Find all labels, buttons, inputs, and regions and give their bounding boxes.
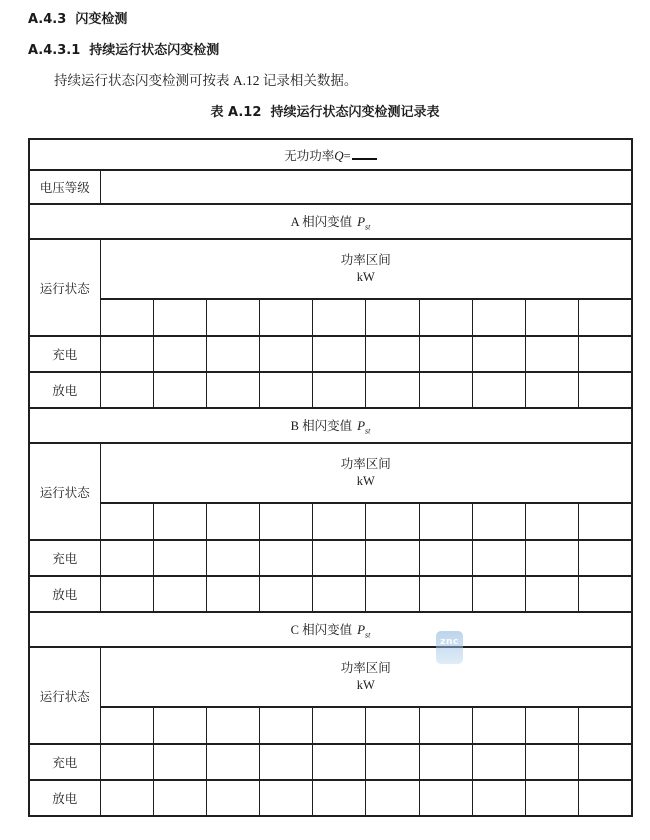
power-interval-cell (366, 503, 419, 540)
power-range-label: 功率区间 (340, 253, 391, 267)
power-interval-cell (366, 299, 419, 336)
power-interval-cell (153, 707, 206, 744)
power-interval-cell (579, 707, 632, 744)
charge-data-cell (579, 540, 632, 576)
power-interval-cell (313, 299, 366, 336)
power-interval-cell (313, 503, 366, 540)
discharge-data-cell (206, 576, 259, 612)
phase-b-title: B 相闪变值 (290, 418, 353, 433)
charge-data-cell (579, 336, 632, 372)
power-interval-cell (472, 503, 525, 540)
power-interval-cell (100, 503, 153, 540)
voltage-level-value-cell (100, 170, 632, 204)
charge-row-header-b: 充电 (29, 540, 100, 576)
discharge-data-cell (579, 780, 632, 816)
discharge-row-header-c: 放电 (29, 780, 100, 816)
charge-data-cell (472, 744, 525, 780)
charge-data-cell (526, 540, 579, 576)
charge-data-cell (100, 540, 153, 576)
charge-data-cell (366, 336, 419, 372)
charge-row-header-a: 充电 (29, 336, 100, 372)
phase-a-title: A 相闪变值 (290, 214, 353, 229)
charge-data-cell (313, 744, 366, 780)
charge-data-cell (153, 540, 206, 576)
discharge-data-cell (579, 372, 632, 408)
charge-data-cell (153, 336, 206, 372)
discharge-data-cell (472, 576, 525, 612)
power-interval-cell (579, 503, 632, 540)
discharge-data-cell (206, 372, 259, 408)
charge-data-cell (472, 336, 525, 372)
power-interval-cell (472, 299, 525, 336)
discharge-row-header-b: 放电 (29, 576, 100, 612)
phase-c-title: C 相闪变值 (290, 622, 353, 637)
reactive-power-equals: = (343, 148, 351, 163)
charge-data-cell (366, 744, 419, 780)
power-interval-cell (526, 299, 579, 336)
discharge-data-cell (579, 576, 632, 612)
reactive-power-label: 无功功率 (284, 148, 335, 163)
discharge-data-cell (419, 780, 472, 816)
run-state-header-b: 运行状态 (29, 443, 100, 540)
power-range-header-a (100, 239, 632, 299)
blank-underline (352, 149, 377, 160)
discharge-data-cell (100, 372, 153, 408)
charge-data-cell (472, 540, 525, 576)
discharge-data-cell (526, 576, 579, 612)
power-interval-cell (366, 707, 419, 744)
charge-data-cell (206, 744, 259, 780)
flicker-symbol-c: $P_{st}$ (357, 621, 371, 640)
power-interval-cell (206, 299, 259, 336)
power-interval-cell (260, 707, 313, 744)
discharge-data-cell (472, 372, 525, 408)
power-interval-cell (260, 503, 313, 540)
discharge-data-cell (366, 576, 419, 612)
flicker-record-table (28, 138, 633, 817)
charge-data-cell (526, 744, 579, 780)
power-range-label: 功率区间 (340, 661, 391, 675)
reactive-power-cell (29, 139, 632, 170)
discharge-data-cell (526, 780, 579, 816)
body-paragraph: 持续运行状态闪变检测可按表 A.12 记录相关数据。 (54, 73, 358, 88)
charge-data-cell (153, 744, 206, 780)
subsection-heading: A.4.3.1 持续运行状态闪变检测 (28, 43, 220, 58)
charge-data-cell (419, 744, 472, 780)
reactive-power-symbol: Q (334, 147, 344, 163)
charge-data-cell (206, 336, 259, 372)
discharge-data-cell (313, 576, 366, 612)
charge-data-cell (366, 540, 419, 576)
voltage-level-header: 电压等级 (29, 170, 100, 204)
power-range-header-c (100, 647, 632, 707)
discharge-data-cell (313, 780, 366, 816)
charge-data-cell (260, 744, 313, 780)
power-range-unit: kW (356, 474, 375, 488)
power-range-header-b (100, 443, 632, 503)
phase-a-header (29, 204, 632, 239)
charge-data-cell (206, 540, 259, 576)
power-interval-cell (100, 299, 153, 336)
run-state-header-a: 运行状态 (29, 239, 100, 336)
charge-data-cell (100, 744, 153, 780)
charge-data-cell (419, 540, 472, 576)
power-interval-cell (100, 707, 153, 744)
discharge-data-cell (419, 576, 472, 612)
power-interval-cell (419, 503, 472, 540)
flicker-symbol-b: $P_{st}$ (357, 417, 371, 436)
power-interval-cell (206, 707, 259, 744)
run-state-header-c: 运行状态 (29, 647, 100, 744)
discharge-data-cell (153, 780, 206, 816)
discharge-data-cell (260, 372, 313, 408)
power-interval-cell (419, 299, 472, 336)
power-interval-cell (526, 503, 579, 540)
table-caption: 表 A.12 持续运行状态闪变检测记录表 (210, 105, 440, 120)
power-interval-cell (472, 707, 525, 744)
discharge-data-cell (313, 372, 366, 408)
phase-b-header (29, 408, 632, 443)
charge-data-cell (579, 744, 632, 780)
charge-data-cell (313, 336, 366, 372)
discharge-data-cell (366, 780, 419, 816)
power-interval-cell (419, 707, 472, 744)
discharge-data-cell (100, 780, 153, 816)
charge-data-cell (100, 336, 153, 372)
power-interval-cell (153, 299, 206, 336)
power-range-unit: kW (356, 678, 375, 692)
charge-data-cell (419, 336, 472, 372)
site-watermark (436, 631, 463, 664)
discharge-data-cell (153, 576, 206, 612)
charge-data-cell (260, 336, 313, 372)
flicker-symbol-a: $P_{st}$ (357, 213, 371, 232)
discharge-data-cell (419, 372, 472, 408)
charge-data-cell (313, 540, 366, 576)
discharge-data-cell (366, 372, 419, 408)
power-range-label: 功率区间 (340, 457, 391, 471)
discharge-data-cell (100, 576, 153, 612)
charge-row-header-c: 充电 (29, 744, 100, 780)
watermark-text: znc (440, 637, 459, 647)
discharge-data-cell (206, 780, 259, 816)
discharge-data-cell (153, 372, 206, 408)
power-range-unit: kW (356, 270, 375, 284)
power-interval-cell (260, 299, 313, 336)
phase-c-header (29, 612, 632, 647)
discharge-data-cell (260, 780, 313, 816)
power-interval-cell (153, 503, 206, 540)
power-interval-cell (206, 503, 259, 540)
discharge-data-cell (526, 372, 579, 408)
discharge-row-header-a: 放电 (29, 372, 100, 408)
power-interval-cell (313, 707, 366, 744)
power-interval-cell (579, 299, 632, 336)
charge-data-cell (260, 540, 313, 576)
discharge-data-cell (472, 780, 525, 816)
section-heading: A.4.3 闪变检测 (28, 12, 128, 27)
discharge-data-cell (260, 576, 313, 612)
charge-data-cell (526, 336, 579, 372)
power-interval-cell (526, 707, 579, 744)
